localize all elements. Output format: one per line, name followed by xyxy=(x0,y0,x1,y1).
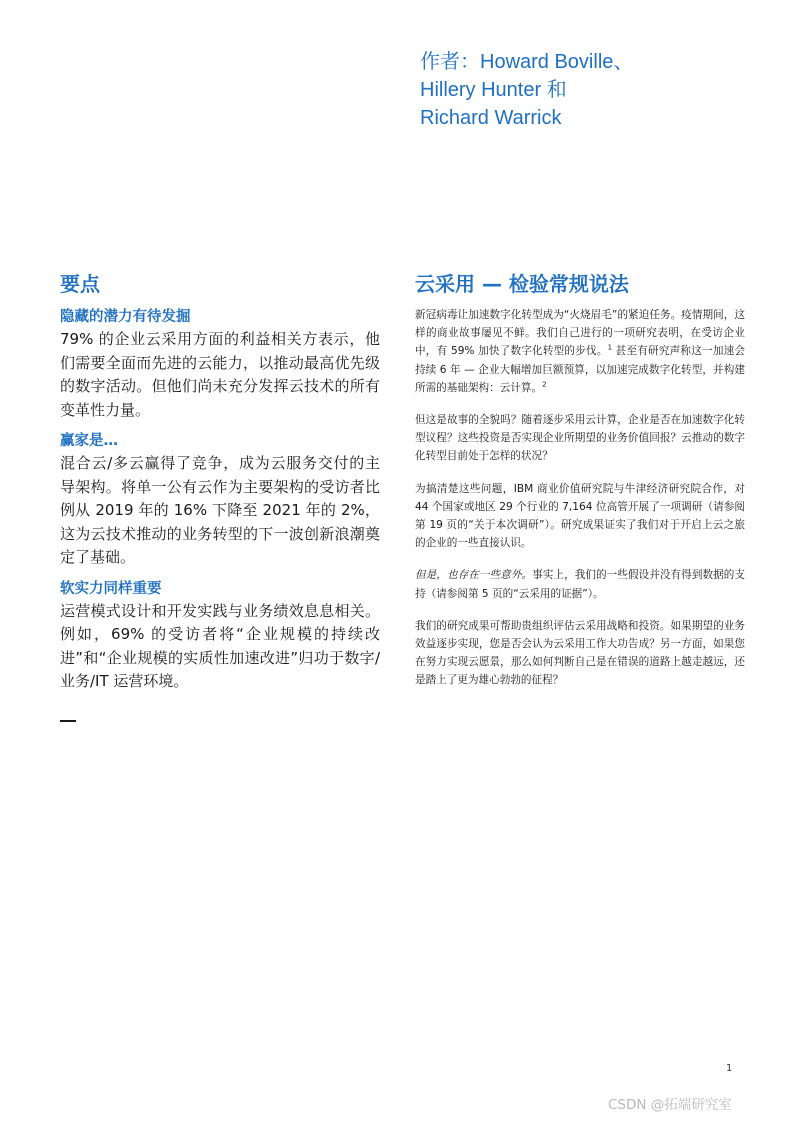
authors-line-2: Hillery Hunter 和 xyxy=(420,79,567,101)
article-heading: 云采用 — 检验常规说法 xyxy=(415,272,629,296)
authors-line-3: Richard Warrick xyxy=(420,107,562,129)
article-paragraph: 但这是故事的全貌吗？随着逐步采用云计算，企业是否在加速数字化转型议程？这些投资是否实现企业所期望的业务价值回报？云推动的数字化转型目前处于怎样的状况？ xyxy=(415,414,745,463)
main-article-column xyxy=(415,270,745,704)
article-paragraph: 我们的研究成果可帮助贵组织评估云采用战略和投资。如果期望的业务效益逐步实现，您是否会认为云采用工作大功告成？另一方面，如果您在努力实现云愿景，那么如何判断自己是在错误的道路上越走越远，还是踏上了更为雄心勃勃的征程？ xyxy=(415,619,745,687)
key-point-text: 运营模式设计和开发实践与业务绩效息息相关。例如，69% 的受访者将“企业规模的持续改进”和“企业规模的实质性加速改进”归功于数字/业务/IT 运营环境。 xyxy=(60,601,380,690)
footnote-ref: 1 xyxy=(607,343,613,352)
italic-lead: 但是，也存在一些意外。 xyxy=(415,569,533,582)
paragraph-text: 事实上，我们的一些假设并没有得到数据的支持（请参阅第 5 页的“云采用的证据”）。 xyxy=(415,569,746,600)
key-point-text: 混合云/多云赢得了竞争，成为云服务交付的主导架构。将单一公有云作为主要架构的受访者比例从 2019 年的 16% 下降至 2021 年的 2%，这为云技术推动的业务转型的下一波创新浪潮奠定了基础。 xyxy=(60,454,380,566)
key-point-text: 79% 的企业云采用方面的利益相关方表示，他们需要全面而先进的云能力，以推动最高优先级的数字活动。但他们尚未充分发挥云技术的所有变革性力量。 xyxy=(60,330,380,419)
footnote-ref: 2 xyxy=(542,380,547,389)
article-paragraph: 为搞清楚这些问题，IBM 商业价值研究院与牛津经济研究院合作，对 44 个国家或地区 29 个行业的 7,164 位高管开展了一项调研（请参阅第 19 页的“关于本次调研”）。研究成果证实了我们对于开启上云之旅的企业的一些直接认识。 xyxy=(415,482,745,550)
paragraph-text: 甚至有研究声称这一加速会持续 6 年 — 企业大幅增加巨额预算，以加速完成数字化转型，并构建所需的基础架构：云计算。 xyxy=(415,345,746,394)
key-point-subheading: 赢家是… xyxy=(60,433,118,449)
key-points-column xyxy=(60,270,380,722)
watermark: CSDN @拓端研究室 xyxy=(608,1097,732,1113)
authors-line-1: 作者：Howard Boville、 xyxy=(420,51,634,73)
section-end-dash xyxy=(60,720,76,722)
key-point-subheading: 软实力同样重要 xyxy=(60,580,162,597)
paragraph-text: 新冠病毒让加速数字化转型成为“火烧眉毛”的紧迫任务。疫情期间，这样的商业故事屡见不鲜。我们自己进行的一项研究表明，在受访企业中，有 59% 加快了数字化转型的步伐。 xyxy=(415,309,745,358)
article-paragraph xyxy=(415,566,745,602)
authors-block xyxy=(420,48,760,132)
page-number: 1 xyxy=(726,1063,733,1074)
key-points-heading: 要点 xyxy=(60,272,100,296)
article-paragraph xyxy=(415,306,745,397)
key-point-subheading: 隐藏的潜力有待发掘 xyxy=(60,309,191,325)
